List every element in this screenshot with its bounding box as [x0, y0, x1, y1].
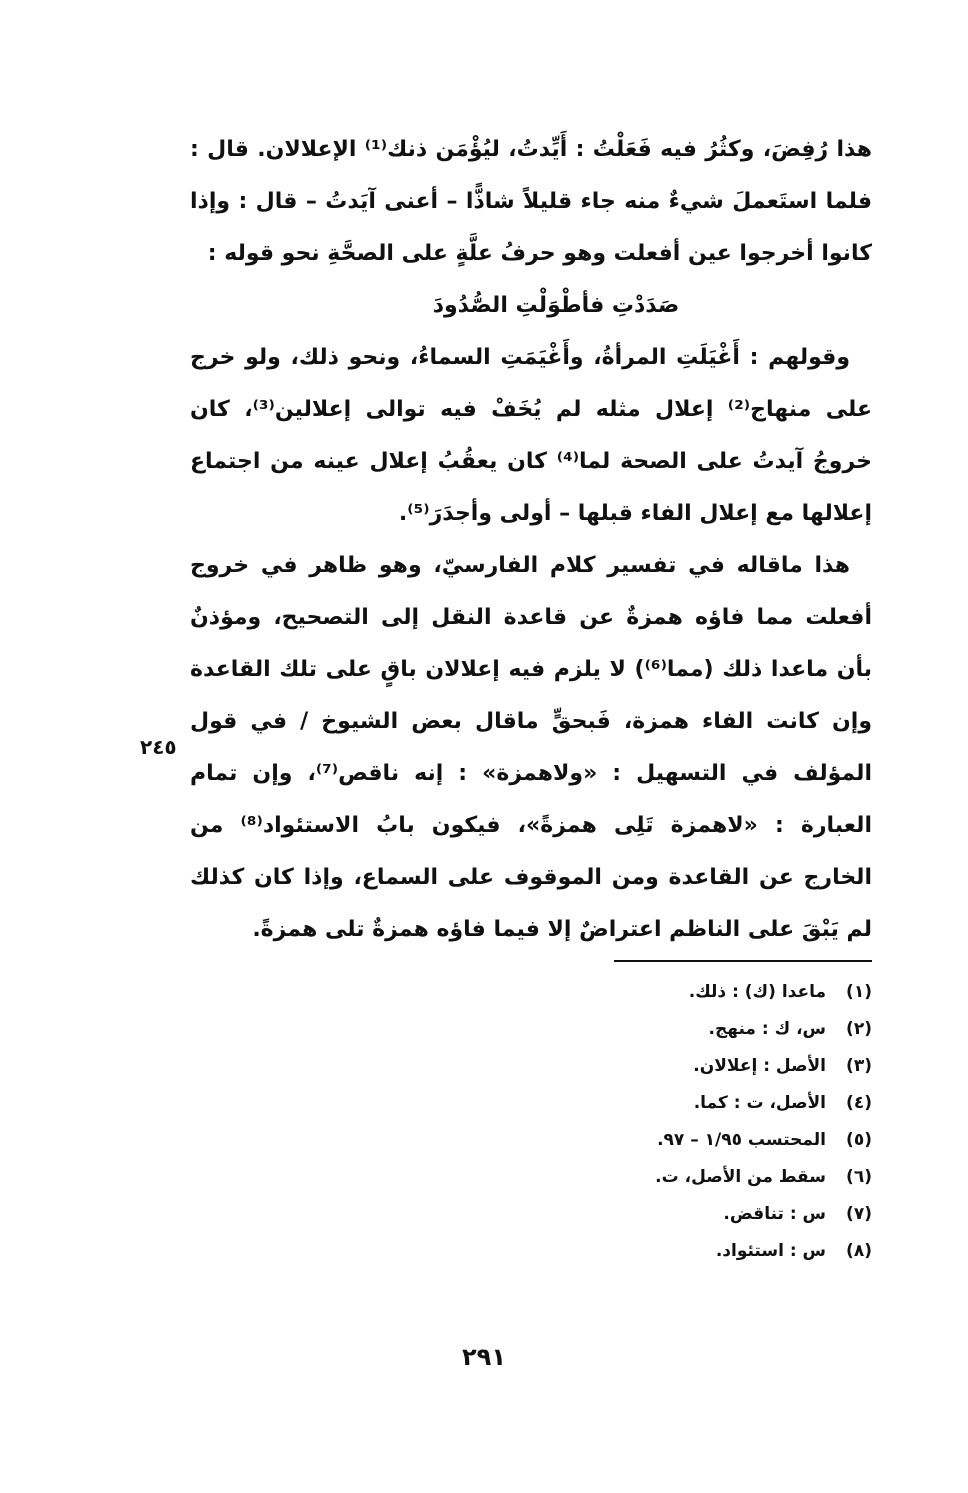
footnote-item [655, 1051, 872, 1088]
paragraph-3: هذا ماقاله في تفسير كلام الفارسيّ، وهو ظاهر في خروج أفعلت مما فاؤه همزةٌ عن قاعدة النقل إلى التصحيح، ومؤذنٌ بأن ماعدا ذلك (مما⁽⁶⁾) لا يلزم فيه إعلالان باقٍ على تلك القاعدة وإن كانت الفاء همزة، فَبحقٍّ ماقال بعض الشيوخ / في قول المؤلف في التسهيل : «ولاهمزة» : إنه ناقص⁽⁷⁾، وإن تمام العبارة : «لاهمزة تَلِى همزةً»، فيكون بابُ الاستئواد⁽⁸⁾ من الخارج عن القاعدة ومن الموقوف على السماع، وإذا كان كذلك لم يَبْقَ على الناظم اعتراضٌ إلا فيما فاؤه همزةٌ تلى همزةً. [190, 553, 873, 942]
footnote-text: س : استئواد. [715, 1241, 826, 1261]
footnote-item [655, 1236, 872, 1273]
main-text [190, 124, 872, 956]
footnote-item [655, 977, 872, 1014]
footnote-text: س : تناقض. [723, 1204, 826, 1224]
footnotes-list [655, 977, 872, 1273]
footnote-number: (١) [846, 982, 872, 1002]
footnote-text: س، ك : منهج. [708, 1019, 826, 1039]
footnote-item [655, 1014, 872, 1051]
footnote-number: (٨) [846, 1241, 872, 1261]
footnote-number: (٥) [846, 1130, 872, 1150]
paragraph-1: هذا رُفِضَ، وكثُرُ فيه فَعَلْتُ : أَيِّدتُ، ليُؤْمَن ذنك⁽¹⁾ الإعلالان. قال : فلما استَعملَ شيءٌ منه جاء قليلاً شاذًّا – أعنى آيَدتُ – قال : وإذا كانوا أخرجوا عين أفعلت وهو حرفُ علَّةٍ على الصحَّةِ نحو قوله : [190, 137, 872, 266]
footnote-number: (٤) [846, 1093, 872, 1113]
footnote-number: (٣) [846, 1056, 872, 1076]
paragraph-2: وقولهم : أَغْيَلَتِ المرأةُ، وأَغْيَمَتِ السماءُ، ونحو ذلك، ولو خرج على منهاج⁽²⁾ إعلال مثله لم يُخَفْ فيه توالى إعلالين⁽³⁾، كان خروجُ آيدتُ على الصحة لما⁽⁴⁾ كان يعقُبُ إعلال عينه من اجتماع إعلالها مع إعلال الفاء قبلها – أولى وأجدَرَ⁽⁵⁾. [190, 345, 872, 526]
footnote-item [655, 1162, 872, 1199]
footnote-item [655, 1088, 872, 1125]
margin-page-reference: ٢٤٥ [140, 735, 177, 759]
footnote-separator [614, 960, 872, 962]
footnote-text: الأصل : إعلالان. [693, 1056, 826, 1076]
footnote-number: (٢) [846, 1019, 872, 1039]
footnote-text: ماعدا (ك) : ذلك. [688, 982, 826, 1002]
page-number: ٢٩١ [462, 1343, 506, 1371]
footnote-text: سقط من الأصل، ت. [655, 1167, 826, 1187]
footnote-number: (٦) [846, 1167, 872, 1187]
footnote-item [655, 1199, 872, 1236]
footnote-number: (٧) [846, 1204, 872, 1224]
footnote-text: المحتسب ١/٩٥ – ٩٧. [657, 1130, 826, 1150]
footnote-item [655, 1125, 872, 1162]
verse-quote: صَدَدْتِ فأطْوَلْتِ الصُّدُودَ [432, 293, 680, 318]
footnote-text: الأصل، ت : كما. [693, 1093, 826, 1113]
